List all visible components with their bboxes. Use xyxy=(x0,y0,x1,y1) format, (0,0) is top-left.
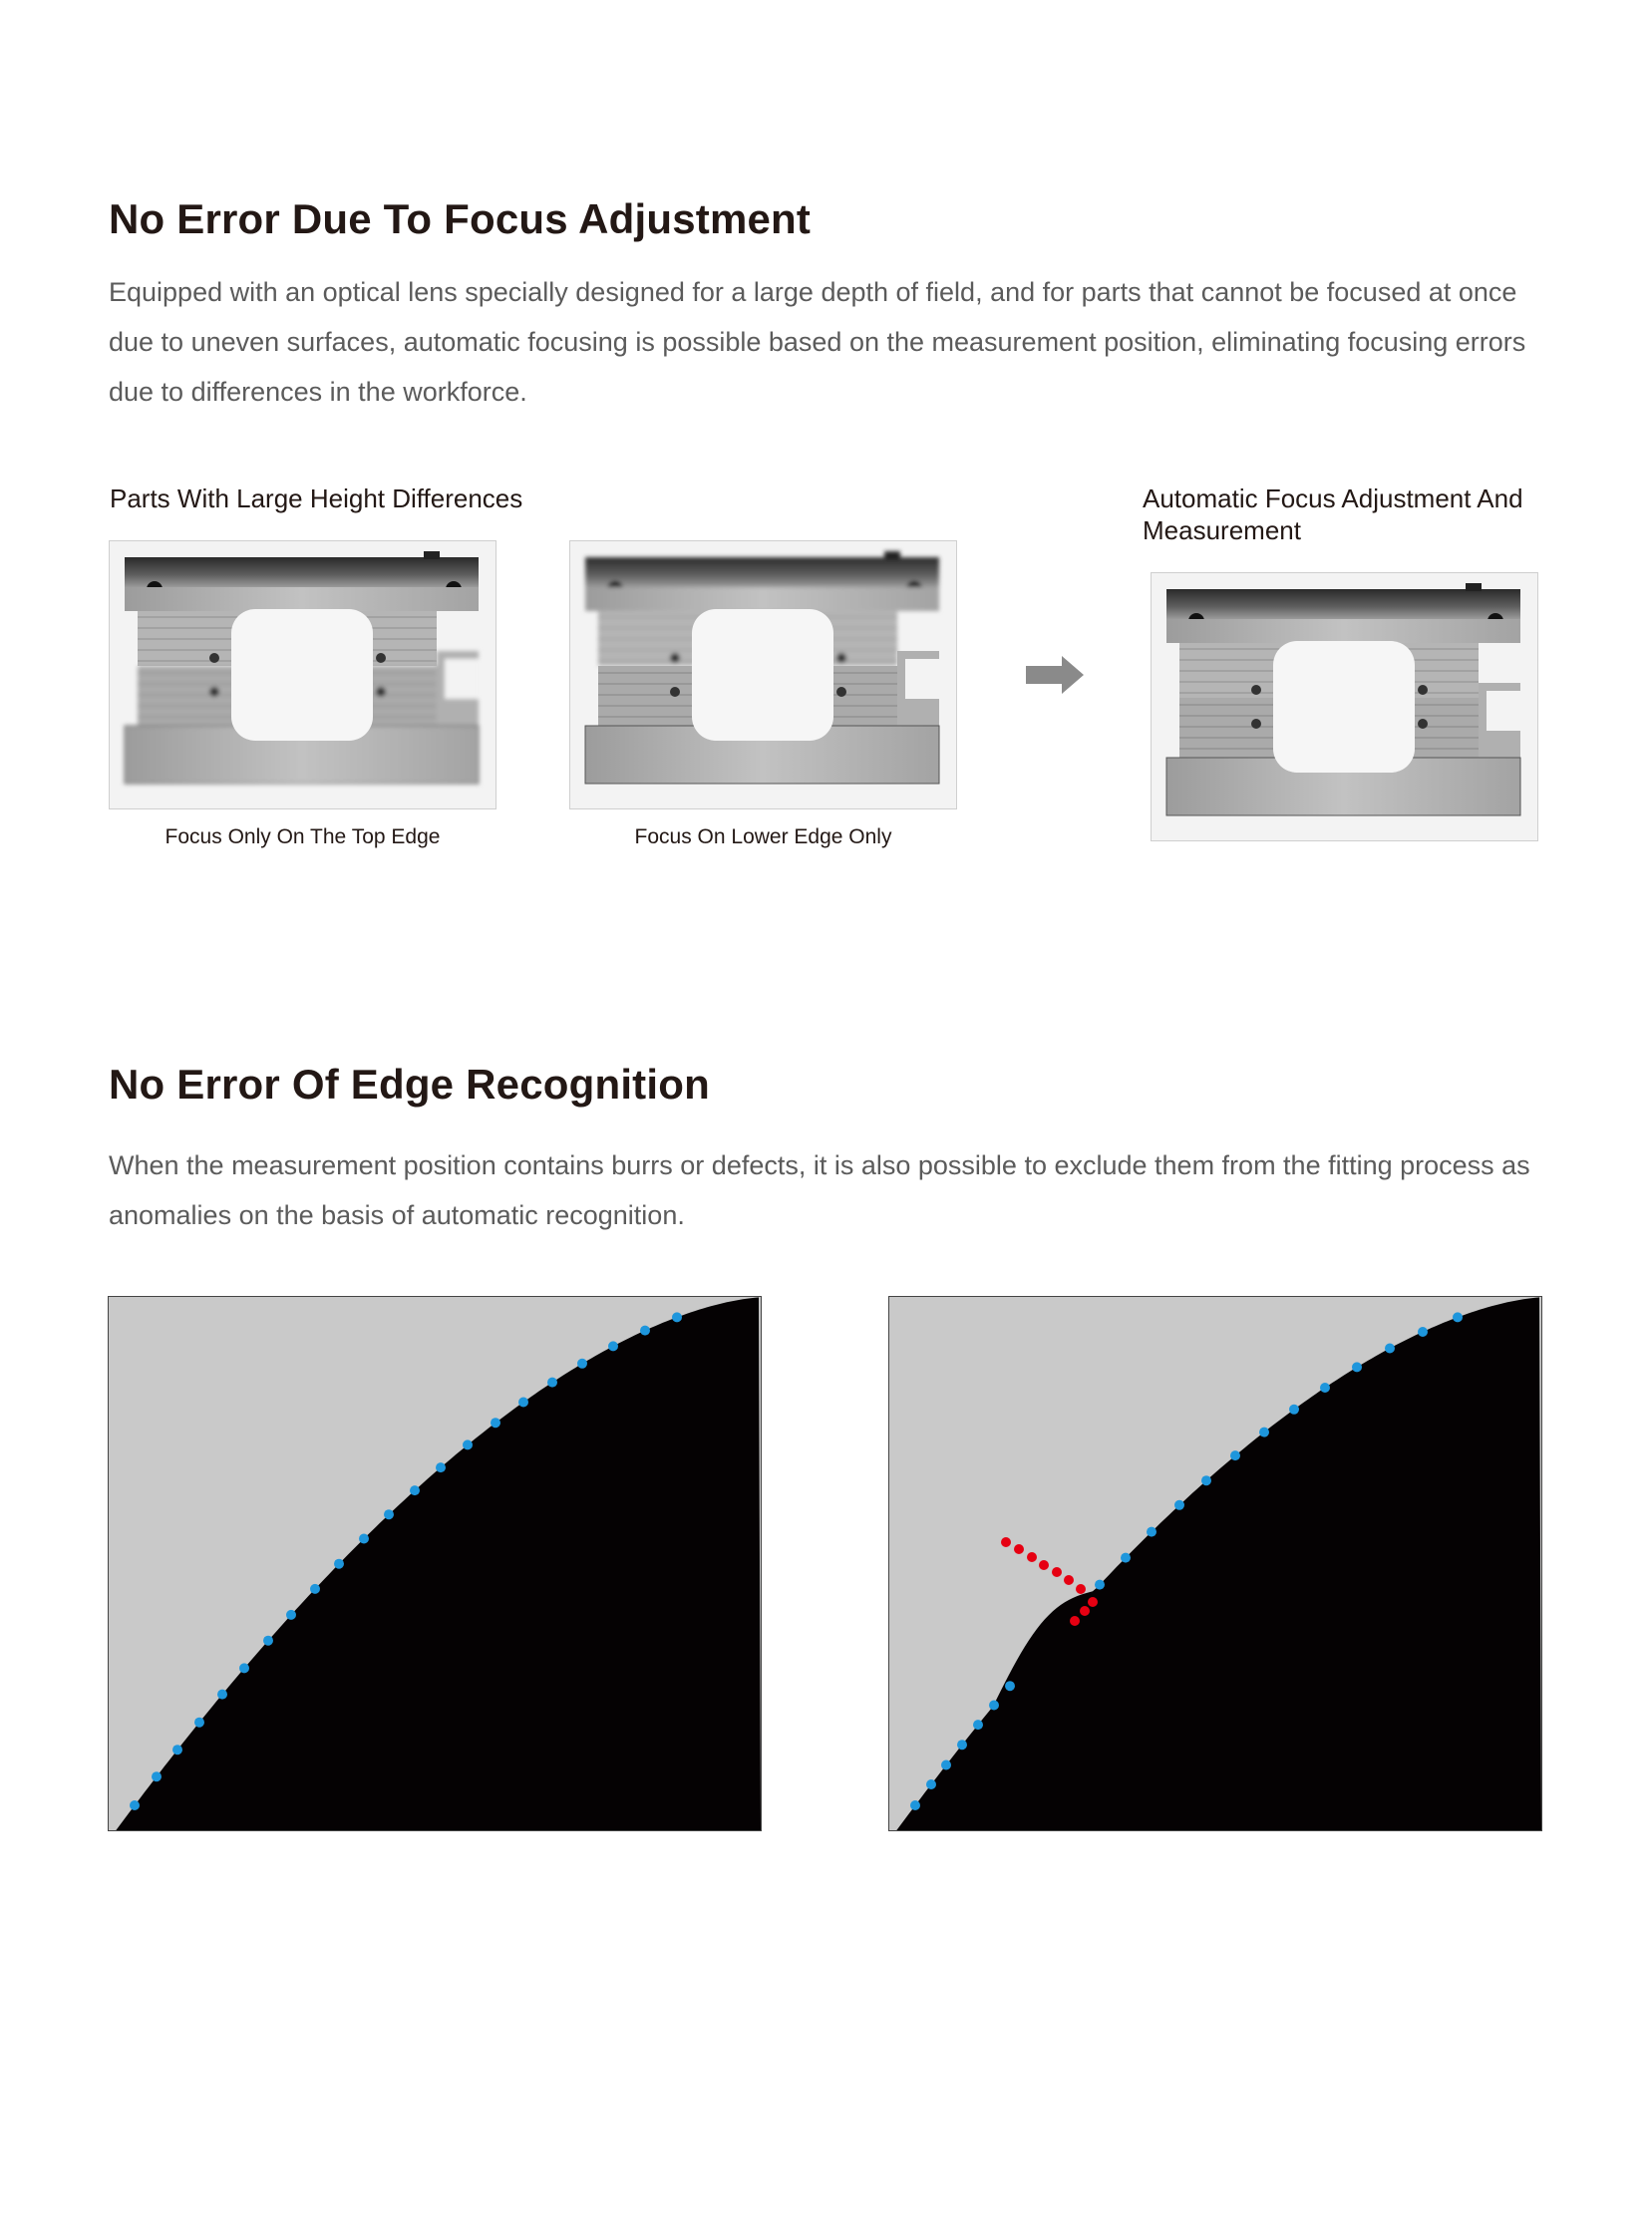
part-hole xyxy=(209,687,219,697)
edge-point xyxy=(1418,1327,1428,1337)
edge-point xyxy=(1289,1405,1299,1415)
heading-auto-focus: Automatic Focus Adjustment And Measurement xyxy=(1143,483,1523,545)
part-notch xyxy=(445,659,479,699)
edge-point xyxy=(941,1760,951,1770)
part-notch xyxy=(905,659,939,699)
edge-point xyxy=(310,1584,320,1594)
part-hole xyxy=(1418,685,1428,695)
part-hole xyxy=(1418,719,1428,729)
part-top-tab xyxy=(884,551,900,559)
anomaly-point xyxy=(1080,1606,1090,1616)
edge-point xyxy=(672,1312,682,1322)
part-top-bar xyxy=(585,557,939,587)
part-window xyxy=(692,609,833,741)
right-arrow-icon xyxy=(1026,656,1086,694)
edge-point xyxy=(973,1720,983,1730)
part-top-bar xyxy=(1166,589,1520,619)
edge-fit-plot-normal xyxy=(108,1296,762,1831)
anomaly-point xyxy=(1052,1567,1062,1577)
part-top-bar xyxy=(125,557,479,587)
edge-point xyxy=(410,1485,420,1495)
edge-point xyxy=(130,1800,140,1810)
section-paragraph-edge: When the measurement position contains burrs or defects, it is also possible to exclude them from the fitting process as anomalies on the basis of automatic recognition. xyxy=(109,1150,1530,1230)
part-upper-body xyxy=(585,587,939,611)
edge-point xyxy=(1201,1475,1211,1485)
edge-point xyxy=(957,1740,967,1750)
edge-point xyxy=(436,1462,446,1472)
edge-point xyxy=(926,1779,936,1789)
anomaly-point xyxy=(1076,1584,1086,1594)
part-top-tab xyxy=(424,551,440,559)
anomaly-point xyxy=(1064,1575,1074,1585)
part-hole xyxy=(1251,719,1261,729)
part-hole xyxy=(670,687,680,697)
edge-point xyxy=(518,1398,528,1408)
edge-point xyxy=(1320,1383,1330,1393)
part-image-auto-focus xyxy=(1151,572,1538,841)
edge-point xyxy=(910,1800,920,1810)
edge-point xyxy=(491,1418,500,1428)
part-hole xyxy=(836,653,846,663)
part-window xyxy=(1273,641,1415,773)
edge-point xyxy=(1005,1681,1015,1691)
edge-point xyxy=(263,1636,273,1646)
section-title-edge: No Error Of Edge Recognition xyxy=(109,1061,710,1108)
part-hole xyxy=(1251,685,1261,695)
edge-point xyxy=(577,1359,587,1369)
edge-point xyxy=(1095,1580,1105,1590)
heading-height-differences: Parts With Large Height Differences xyxy=(110,483,523,513)
edge-point xyxy=(217,1690,227,1700)
edge-point xyxy=(640,1326,650,1336)
edge-point xyxy=(1174,1500,1184,1510)
edge-point xyxy=(334,1559,344,1569)
part-hole xyxy=(376,687,386,697)
edge-point xyxy=(1352,1362,1362,1372)
edge-fit-plot-burr xyxy=(888,1296,1542,1831)
edge-point xyxy=(286,1610,296,1620)
anomaly-point xyxy=(1027,1552,1037,1562)
part-hole xyxy=(670,653,680,663)
part-upper-body xyxy=(125,587,479,611)
edge-point xyxy=(547,1378,557,1388)
edge-point xyxy=(239,1663,249,1673)
part-hole xyxy=(836,687,846,697)
edge-point xyxy=(1147,1527,1156,1537)
anomaly-point xyxy=(1088,1597,1098,1607)
anomaly-point xyxy=(1039,1560,1049,1570)
part-window xyxy=(231,609,373,741)
anomaly-point xyxy=(1001,1537,1011,1547)
part-upper-body xyxy=(1166,619,1520,643)
edge-point xyxy=(463,1439,473,1449)
edge-point xyxy=(1453,1312,1463,1322)
edge-point xyxy=(989,1701,999,1711)
part-hole xyxy=(209,653,219,663)
edge-point xyxy=(359,1534,369,1544)
caption-top-edge: Focus Only On The Top Edge xyxy=(165,825,441,848)
part-image-lower-focus xyxy=(569,540,957,809)
edge-point xyxy=(1259,1428,1269,1437)
edge-point xyxy=(1385,1344,1395,1354)
edge-point xyxy=(1121,1553,1131,1563)
edge-point xyxy=(172,1745,182,1755)
edge-point xyxy=(1230,1450,1240,1460)
section-paragraph-focus: Equipped with an optical lens specially designed for a large depth of field, and for parts that cannot be focused at once due to uneven surfaces, automatic focusing is possible based on the measurement position, eliminating focusing errors due to differences in the workforce. xyxy=(109,277,1526,407)
part-notch xyxy=(1487,691,1520,731)
edge-point xyxy=(608,1341,618,1351)
edge-point xyxy=(152,1771,162,1781)
part-top-tab xyxy=(1466,583,1482,591)
edge-point xyxy=(194,1718,204,1728)
part-hole xyxy=(376,653,386,663)
section-title-focus: No Error Due To Focus Adjustment xyxy=(109,195,812,242)
edge-point xyxy=(384,1509,394,1519)
anomaly-point xyxy=(1014,1544,1024,1554)
part-image-top-focus xyxy=(109,540,496,809)
anomaly-point xyxy=(1070,1616,1080,1626)
caption-lower-edge: Focus On Lower Edge Only xyxy=(634,825,892,848)
